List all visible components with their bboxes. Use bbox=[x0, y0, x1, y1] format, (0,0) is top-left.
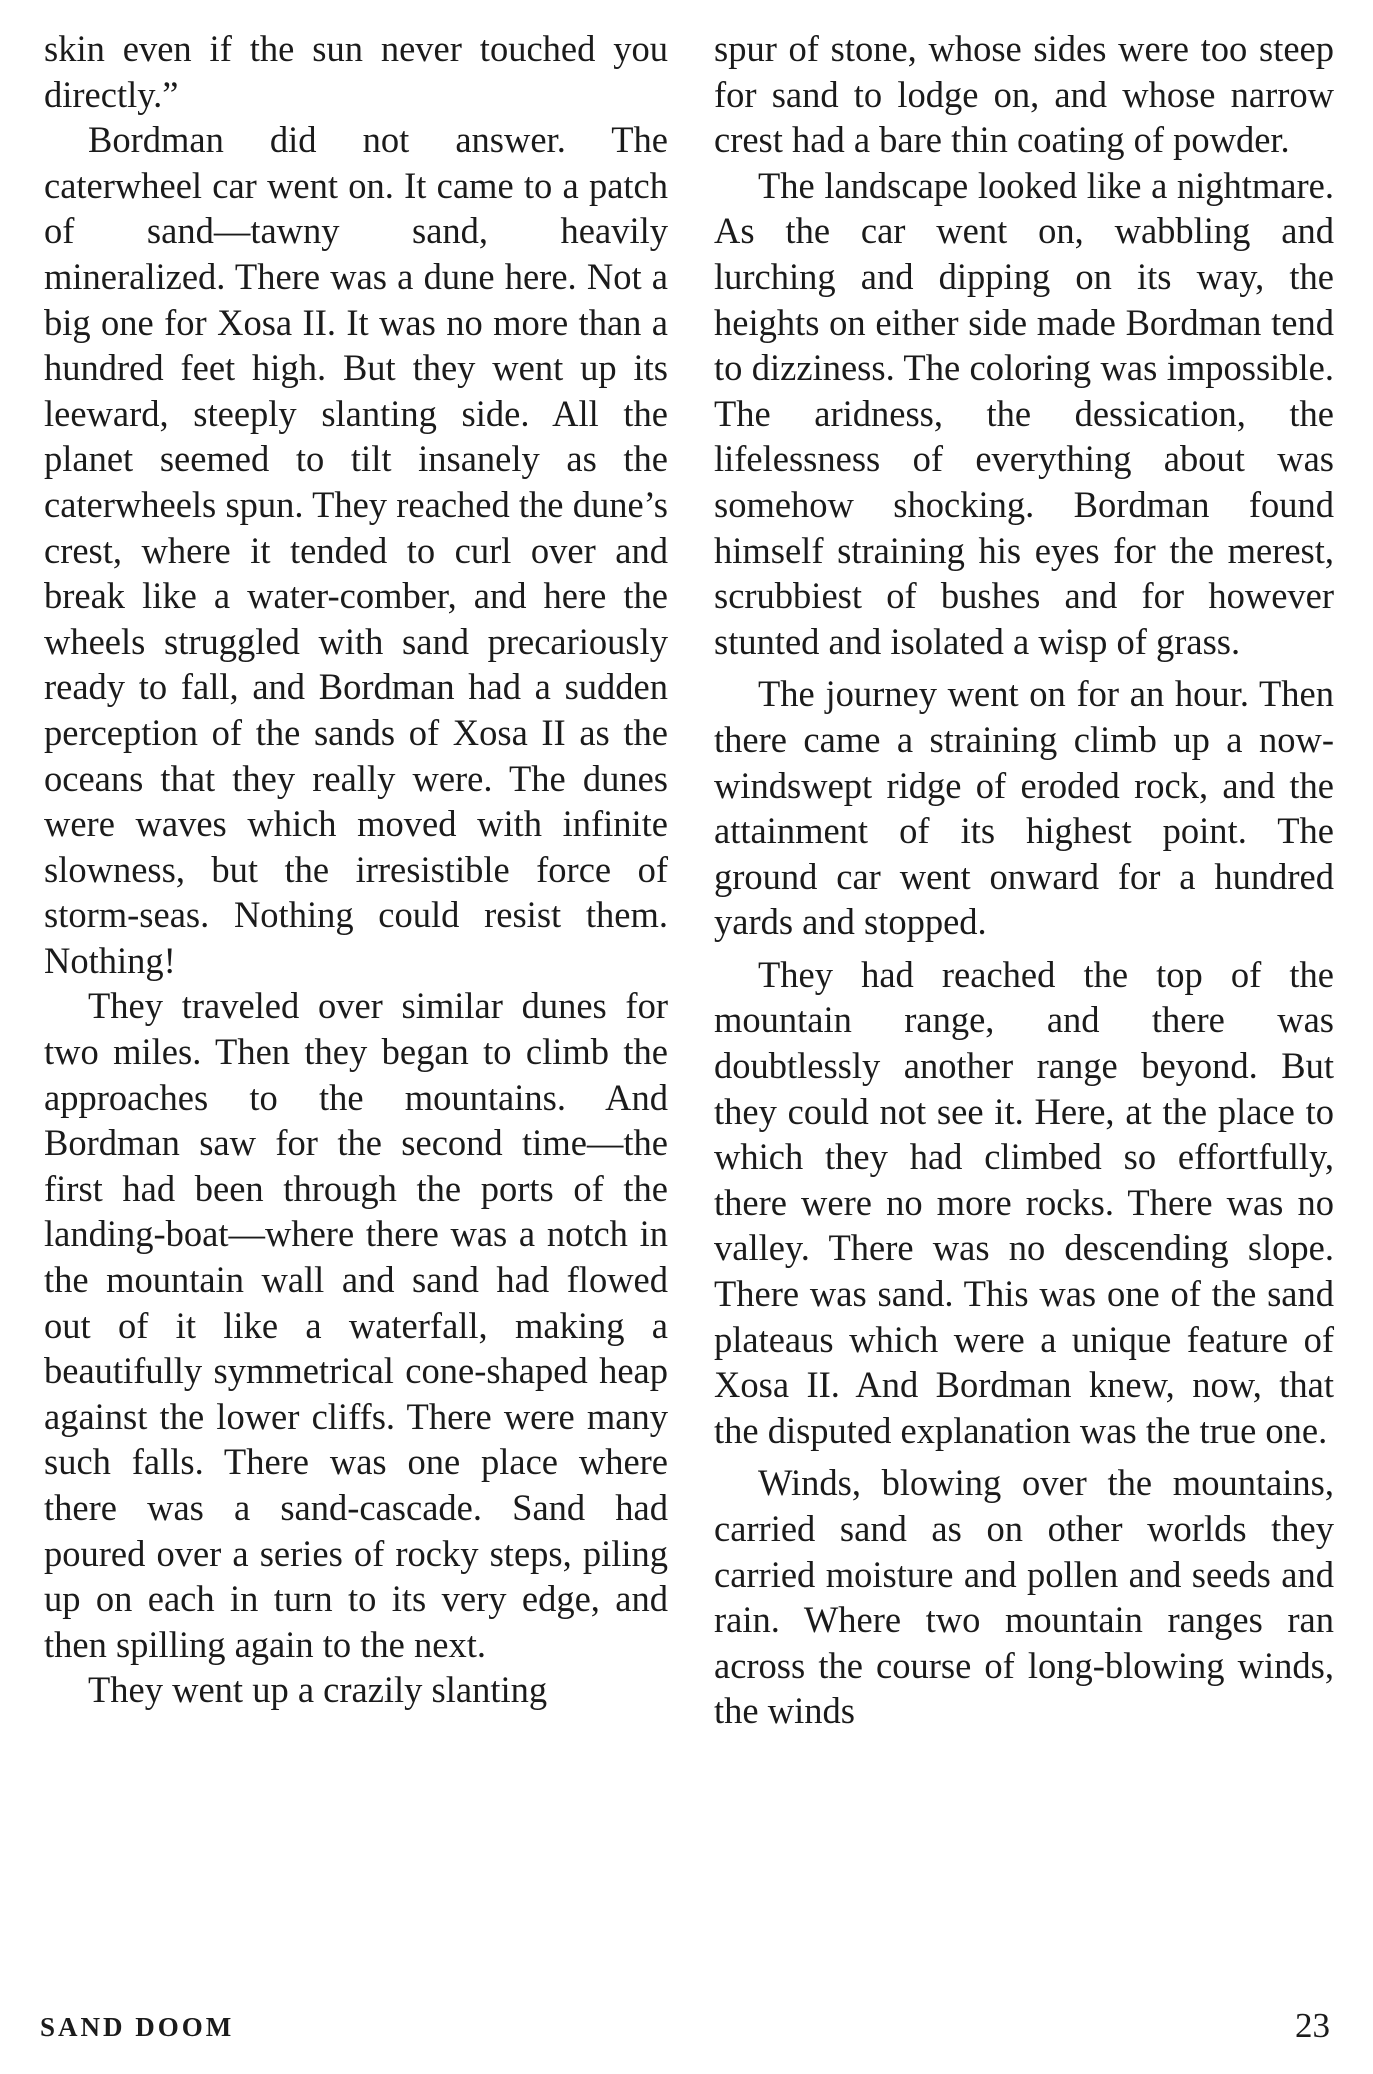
paragraph: They had reached the top of the mountain range, and there was doubtlessly another range beyond. But they could not see it. Here, at the place to which they had climbed so effortfully, there were no more rocks. There was no valley. There was no descending slope. There was sand. This was one of the sand plateaus which were a unique feature of Xosa II. And Bordman knew, now, that the disputed explanation was the true one. bbox=[714, 953, 1334, 1451]
paragraph-continued: skin even if the sun never touched you directly.” bbox=[44, 28, 668, 115]
paragraph: Winds, blowing over the mountains, carried sand as on other worlds they carried moisture and pollen and seeds and rain. Where two mountain ranges ran across the course of long-blowing winds, the winds bbox=[714, 1462, 1334, 1732]
paragraph-continued: spur of stone, whose sides were too steep for sand to lodge on, and whose narrow crest had a bare thin coating of powder. bbox=[714, 28, 1334, 161]
paragraph: The journey went on for an hour. Then there came a straining climb up a now-windswept ridge of eroded rock, and the attainment of its highest point. The ground car went onward for a hundred yards and stopped. bbox=[714, 673, 1334, 943]
paragraph: Bordman did not answer. The caterwheel car went on. It came to a patch of sand—tawny sand, heavily mineralized. There was a dune here. Not a big one for Xosa II. It was no more than a hundred feet high. But they went up its leeward, steeply slanting side. All the planet seemed to tilt insanely as the caterwheels spun. They reached the dune’s crest, where it tended to curl over and break like a water-comber, and here the wheels struggled with sand precariously ready to fall, and Bordman had a sudden perception of the sands of Xosa II as the oceans that they really were. The dunes were waves which moved with infinite slowness, but the irresistible force of storm-seas. Nothing could resist them. Nothing! bbox=[44, 119, 668, 981]
paragraph: They traveled over similar dunes for two miles. Then they began to climb the approaches to the mountains. And Bordman saw for the second time—the first had been through the ports of the landing-boat—where there was a notch in the mountain wall and sand had flowed out of it like a waterfall, making a beautifully symmetrical cone-shaped heap against the lower cliffs. There were many such falls. There was one place where there was a sand-cascade. Sand had poured over a series of rocky steps, piling up on each in turn to its very edge, and then spilling again to the next. bbox=[44, 985, 668, 1665]
left-text-column bbox=[44, 26, 668, 1713]
right-text-column bbox=[714, 26, 1334, 1734]
paragraph: They went up a crazily slanting bbox=[88, 1669, 548, 1711]
running-title: SAND DOOM bbox=[40, 2012, 235, 2042]
paragraph: The landscape looked like a nightmare. As the car went on, wabbling and lurching and dipping on its way, the heights on either side made Bordman tend to dizziness. The coloring was impossible. The aridness, the dessication, the lifelessness of everything about was somehow shocking. Bordman found himself straining his eyes for the merest, scrubbiest of bushes and for however stunted and isolated a wisp of grass. bbox=[714, 164, 1334, 662]
page-number: 23 bbox=[1295, 2006, 1330, 2045]
